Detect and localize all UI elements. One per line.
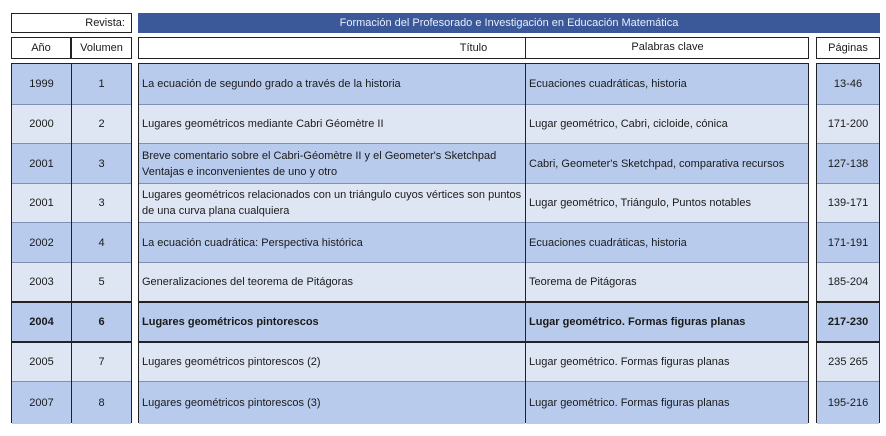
revista-label: Revista:	[11, 13, 132, 33]
volume-cell-text: 5	[98, 276, 105, 288]
keywords-cell	[526, 262, 808, 301]
title-cell	[139, 64, 525, 104]
keywords-cell	[526, 222, 808, 262]
year-cell-text: 1999	[29, 78, 54, 90]
year-cell	[12, 301, 71, 341]
title-cell-text: Breve comentario sobre el Cabri-Géomètre II y el Geometer's Sketchpad Ventajas e inconvenientes de uno y otro	[142, 149, 497, 178]
pages-cell-text: 139-171	[827, 197, 869, 209]
pages-cell-text: 195-216	[827, 397, 869, 409]
volume-cell-text: 8	[98, 397, 105, 409]
pages-cell	[817, 301, 879, 341]
year-cell-text: 2007	[29, 397, 54, 409]
volume-cell	[72, 64, 131, 104]
title-keywords-column	[138, 63, 809, 423]
year-cell	[12, 341, 71, 381]
year-cell	[12, 104, 71, 143]
title-cell	[139, 301, 525, 341]
keywords-cell-text: Cabri, Geometer's Sketchpad, comparativa recursos	[529, 157, 785, 170]
keywords-cell-text: Ecuaciones cuadráticas, historia	[529, 78, 687, 90]
volume-cell-text: 3	[98, 157, 105, 170]
title-cell-text: Lugares geométricos relacionados con un triángulo cuyos vértices son puntos de una curva plana cualquiera	[142, 189, 522, 217]
volume-cell-text: 7	[98, 356, 105, 368]
year-volume-column	[11, 63, 132, 423]
pages-cell-text: 185-204	[827, 276, 869, 288]
volume-cell	[72, 381, 131, 424]
pages-column	[816, 63, 880, 423]
pages-cell-text: 171-200	[827, 118, 869, 130]
pages-cell-text: 127-138	[827, 157, 869, 170]
keywords-cell-text: Lugar geométrico. Formas figuras planas	[529, 316, 746, 328]
pages-cell	[817, 262, 879, 301]
year-cell-text: 2001	[29, 157, 54, 170]
title-cell	[139, 381, 525, 424]
header-volume: Volumen	[71, 37, 132, 59]
keywords-cell-text: Ecuaciones cuadráticas, historia	[529, 236, 687, 249]
keywords-cell-text: Lugar geométrico, Triángulo, Puntos notables	[529, 197, 751, 209]
title-cell	[139, 143, 525, 183]
title-cell-text: Lugares geométricos pintorescos	[142, 316, 319, 328]
volume-cell-text: 3	[98, 197, 105, 209]
pages-cell	[817, 222, 879, 262]
keywords-cell	[526, 64, 808, 104]
pages-cell-text: 171-191	[827, 236, 869, 249]
pages-cell	[817, 381, 879, 424]
volume-cell-text: 6	[98, 316, 105, 328]
title-cell-text: Generalizaciones del teorema de Pitágoras	[142, 276, 353, 288]
pages-cell-text: 235 265	[828, 356, 868, 368]
year-cell-text: 2003	[29, 276, 54, 288]
pages-cell	[817, 64, 879, 104]
volume-cell	[72, 104, 131, 143]
keywords-cell	[526, 104, 808, 143]
year-cell	[12, 143, 71, 183]
title-cell-text: La ecuación de segundo grado a través de la historia	[142, 78, 401, 90]
year-cell	[12, 381, 71, 424]
year-cell	[12, 183, 71, 222]
keywords-cell	[526, 381, 808, 424]
pages-cell	[817, 341, 879, 381]
header-title: Título	[138, 37, 809, 59]
title-cell-text: La ecuación cuadrática: Perspectiva histórica	[142, 236, 363, 249]
volume-cell-text: 1	[98, 78, 105, 90]
keywords-cell-text: Lugar geométrico. Formas figuras planas	[529, 397, 730, 409]
volume-cell	[72, 183, 131, 222]
year-cell	[12, 64, 71, 104]
title-cell	[139, 262, 525, 301]
volume-cell	[72, 262, 131, 301]
title-cell	[139, 341, 525, 381]
title-cell-text: Lugares geométricos pintorescos (2)	[142, 356, 321, 368]
volume-cell-text: 4	[98, 236, 105, 249]
header-year: Año	[11, 37, 71, 59]
year-cell	[12, 222, 71, 262]
year-cell-text: 2000	[29, 118, 54, 130]
keywords-cell	[526, 143, 808, 183]
keywords-cell-text: Teorema de Pitágoras	[529, 276, 637, 288]
year-cell-text: 2005	[29, 356, 54, 368]
year-cell-text: 2004	[29, 316, 54, 328]
column-divider	[71, 64, 72, 422]
keywords-cell-text: Lugar geométrico, Cabri, cicloide, cónica	[529, 118, 728, 130]
pages-cell-text: 217-230	[827, 316, 869, 328]
volume-cell-text: 2	[98, 118, 105, 130]
volume-cell	[72, 341, 131, 381]
pages-cell-text: 13-46	[833, 78, 863, 90]
volume-cell	[72, 222, 131, 262]
title-cell-text: Lugares geométricos mediante Cabri Géomètre II	[142, 118, 384, 130]
pages-cell	[817, 104, 879, 143]
header-keywords: Palabras clave	[525, 37, 809, 59]
pages-cell	[817, 143, 879, 183]
keywords-cell	[526, 183, 808, 222]
column-divider	[525, 64, 526, 422]
volume-cell	[72, 143, 131, 183]
header-pages: Páginas	[816, 37, 880, 59]
year-cell	[12, 262, 71, 301]
pages-cell	[817, 183, 879, 222]
keywords-cell	[526, 341, 808, 381]
title-cell-text: Lugares geométricos pintorescos (3)	[142, 397, 321, 409]
keywords-cell-text: Lugar geométrico. Formas figuras planas	[529, 356, 730, 368]
keywords-cell	[526, 301, 808, 341]
title-cell	[139, 183, 525, 222]
title-cell	[139, 222, 525, 262]
year-cell-text: 2001	[29, 197, 54, 209]
journal-title: Formación del Profesorado e Investigación en Educación Matemática	[138, 13, 880, 33]
title-cell	[139, 104, 525, 143]
volume-cell	[72, 301, 131, 341]
year-cell-text: 2002	[29, 236, 54, 249]
